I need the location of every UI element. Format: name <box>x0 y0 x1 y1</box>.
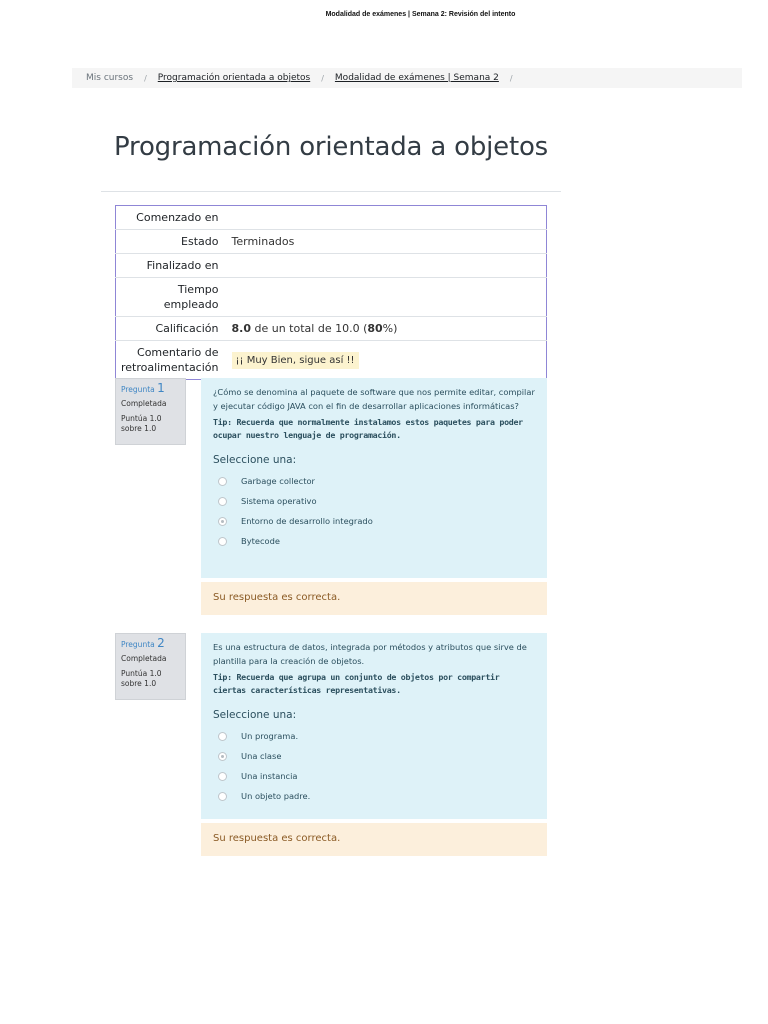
option-label: Una instancia <box>241 771 298 781</box>
breadcrumb-course-link[interactable]: Programación orientada a objetos <box>157 73 311 83</box>
radio-button-checked[interactable] <box>218 517 227 526</box>
answer-option[interactable] <box>213 726 535 746</box>
question-2-formulation <box>201 633 547 819</box>
grade-total-text: de un total de 10.0 ( <box>251 322 368 335</box>
question-grade: Puntúa 1.0 sobre 1.0 <box>121 414 162 433</box>
breadcrumb-separator: / <box>509 73 513 83</box>
feedback-value-cell <box>225 341 547 380</box>
grade-percent: 80 <box>367 322 383 335</box>
finished-value <box>225 254 547 278</box>
answer-option[interactable] <box>213 786 535 806</box>
option-label: Sistema operativo <box>241 496 317 506</box>
answer-option-selected[interactable] <box>213 746 535 766</box>
answer-option[interactable] <box>213 531 535 551</box>
option-label: Una clase <box>241 751 282 761</box>
question-1-formulation <box>201 378 547 578</box>
select-prompt: Seleccione una: <box>213 709 297 721</box>
radio-button[interactable] <box>218 477 227 486</box>
question-1-feedback: Su respuesta es correcta. <box>201 582 547 615</box>
option-label: Garbage collector <box>241 476 315 486</box>
finished-label: Finalizado en <box>146 259 219 272</box>
started-value <box>225 206 547 230</box>
grade-percent-suffix: %) <box>382 322 398 335</box>
radio-button[interactable] <box>218 497 227 506</box>
summary-row-state <box>116 230 547 254</box>
question-state: Completada <box>121 654 167 663</box>
question-tip: Tip: Recuerda que normalmente instalamos estos paquetes para poder ocupar nuestro lenguaje de programación. <box>213 417 523 440</box>
state-value: Terminados <box>231 235 295 248</box>
summary-row-finished <box>116 254 547 278</box>
option-label: Un objeto padre. <box>241 791 311 801</box>
question-number: 1 <box>157 381 165 395</box>
summary-row-time <box>116 278 547 317</box>
summary-row-started <box>116 206 547 230</box>
summary-row-grade <box>116 317 547 341</box>
question-2-info <box>115 633 186 700</box>
question-tip: Tip: Recuerda que agrupa un conjunto de objetos por compartir ciertas características representativas. <box>213 672 500 695</box>
breadcrumb <box>72 68 742 88</box>
time-value <box>225 278 547 317</box>
question-label: Pregunta <box>121 385 155 394</box>
grade-label: Calificación <box>155 322 219 335</box>
question-2-feedback: Su respuesta es correcta. <box>201 823 547 856</box>
overall-feedback: ¡¡ Muy Bien, sigue así !! <box>232 352 359 369</box>
answer-options <box>213 471 535 551</box>
answer-option[interactable] <box>213 491 535 511</box>
time-label: Tiempo empleado <box>163 283 219 311</box>
breadcrumb-separator: / <box>321 73 324 83</box>
question-text: ¿Cómo se denomina al paquete de software que nos permite editar, compilar y ejecutar código JAVA con el fin de desarrollar aplicaciones informáticas? <box>213 387 535 411</box>
option-label: Un programa. <box>241 731 299 741</box>
radio-button[interactable] <box>218 537 227 546</box>
question-1-info <box>115 378 186 445</box>
question-label: Pregunta <box>121 640 155 649</box>
print-header: Modalidad de exámenes | Semana 2: Revisión del intento <box>325 11 516 18</box>
title-divider <box>101 191 561 192</box>
question-number: 2 <box>157 636 165 650</box>
radio-button[interactable] <box>218 792 227 801</box>
radio-button[interactable] <box>218 732 227 741</box>
breadcrumb-my-courses[interactable]: Mis cursos <box>86 73 134 83</box>
feedback-label: Comentario de retroalimentación <box>120 346 219 374</box>
option-label: Entorno de desarrollo integrado <box>241 516 373 526</box>
breadcrumb-exam-link[interactable]: Modalidad de exámenes | Semana 2 <box>334 73 499 83</box>
started-label: Comenzado en <box>136 211 219 224</box>
radio-button[interactable] <box>218 772 227 781</box>
grade-value <box>225 317 547 341</box>
option-label: Bytecode <box>241 536 280 546</box>
answer-options <box>213 726 535 806</box>
summary-row-feedback <box>116 341 547 380</box>
page-title: Programación orientada a objetos <box>114 132 549 162</box>
radio-button-checked[interactable] <box>218 752 227 761</box>
answer-option-selected[interactable] <box>213 511 535 531</box>
answer-option[interactable] <box>213 766 535 786</box>
question-state: Completada <box>121 399 167 408</box>
breadcrumb-separator: / <box>144 73 147 83</box>
question-grade: Puntúa 1.0 sobre 1.0 <box>121 669 162 688</box>
state-label: Estado <box>181 235 219 248</box>
select-prompt: Seleccione una: <box>213 454 297 466</box>
attempt-summary-table <box>115 205 547 380</box>
grade-score: 8.0 <box>231 322 251 335</box>
answer-option[interactable] <box>213 471 535 491</box>
question-text: Es una estructura de datos, integrada por métodos y atributos que sirve de plantilla para la creación de objetos. <box>213 642 527 666</box>
